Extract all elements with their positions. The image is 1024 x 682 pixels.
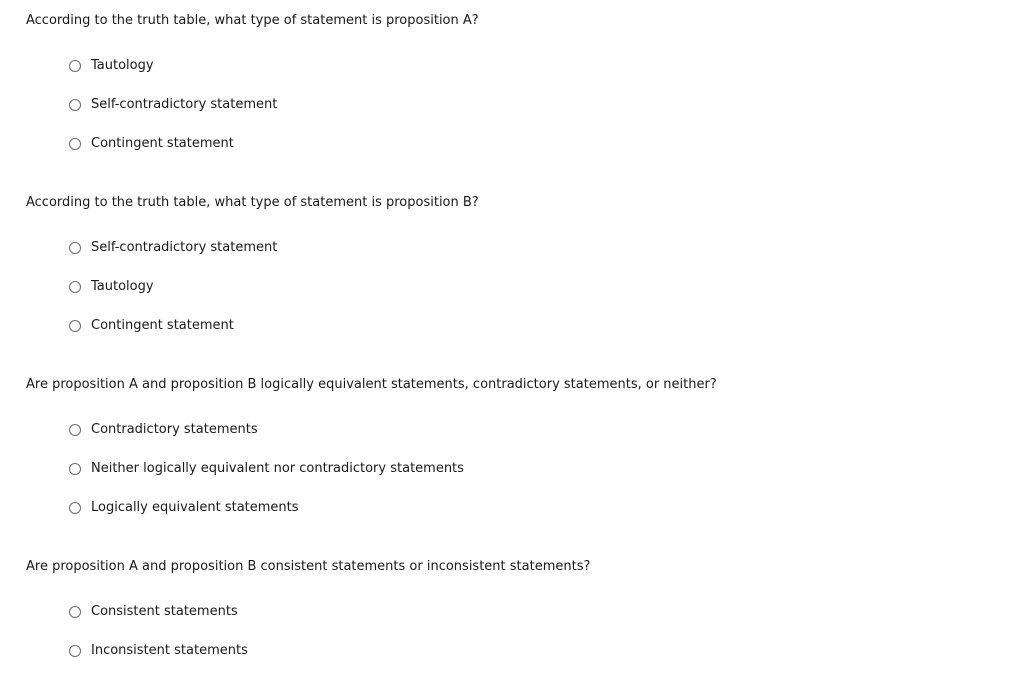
- radio-button[interactable]: [69, 645, 81, 657]
- radio-button[interactable]: [69, 99, 81, 111]
- question-3-option-1[interactable]: [69, 422, 258, 438]
- option-label: Logically equivalent statements: [91, 500, 299, 515]
- question-1-option-2[interactable]: [69, 97, 277, 113]
- radio-button[interactable]: [69, 320, 81, 332]
- radio-button[interactable]: [69, 281, 81, 293]
- question-3-option-3[interactable]: [69, 500, 299, 516]
- question-2-text: According to the truth table, what type of statement is proposition B?: [26, 195, 479, 210]
- question-1-text: According to the truth table, what type of statement is proposition A?: [26, 13, 479, 28]
- question-1-option-3[interactable]: [69, 136, 234, 152]
- radio-button[interactable]: [69, 463, 81, 475]
- option-label: Tautology: [91, 58, 154, 73]
- question-3-text: Are proposition A and proposition B logically equivalent statements, contradictory statements, or neither?: [26, 377, 717, 392]
- question-3-option-2[interactable]: [69, 461, 464, 477]
- question-4-option-1[interactable]: [69, 604, 238, 620]
- option-label: Contradictory statements: [91, 422, 258, 437]
- option-label: Tautology: [91, 279, 154, 294]
- question-4-option-2[interactable]: [69, 643, 248, 659]
- radio-button[interactable]: [69, 242, 81, 254]
- option-label: Self-contradictory statement: [91, 97, 278, 112]
- option-label: Consistent statements: [91, 604, 238, 619]
- question-2-option-1[interactable]: [69, 240, 277, 256]
- radio-button[interactable]: [69, 138, 81, 150]
- radio-button[interactable]: [69, 60, 81, 72]
- option-label: Contingent statement: [91, 318, 234, 333]
- option-label: Contingent statement: [91, 136, 234, 151]
- question-2-option-3[interactable]: [69, 318, 234, 334]
- radio-button[interactable]: [69, 424, 81, 436]
- question-1-option-1[interactable]: [69, 58, 154, 74]
- option-label: Self-contradictory statement: [91, 240, 278, 255]
- question-4-text: Are proposition A and proposition B consistent statements or inconsistent statements?: [26, 559, 591, 574]
- option-label: Neither logically equivalent nor contradictory statements: [91, 461, 464, 476]
- option-label: Inconsistent statements: [91, 643, 248, 658]
- question-2-option-2[interactable]: [69, 279, 154, 295]
- radio-button[interactable]: [69, 606, 81, 618]
- radio-button[interactable]: [69, 502, 81, 514]
